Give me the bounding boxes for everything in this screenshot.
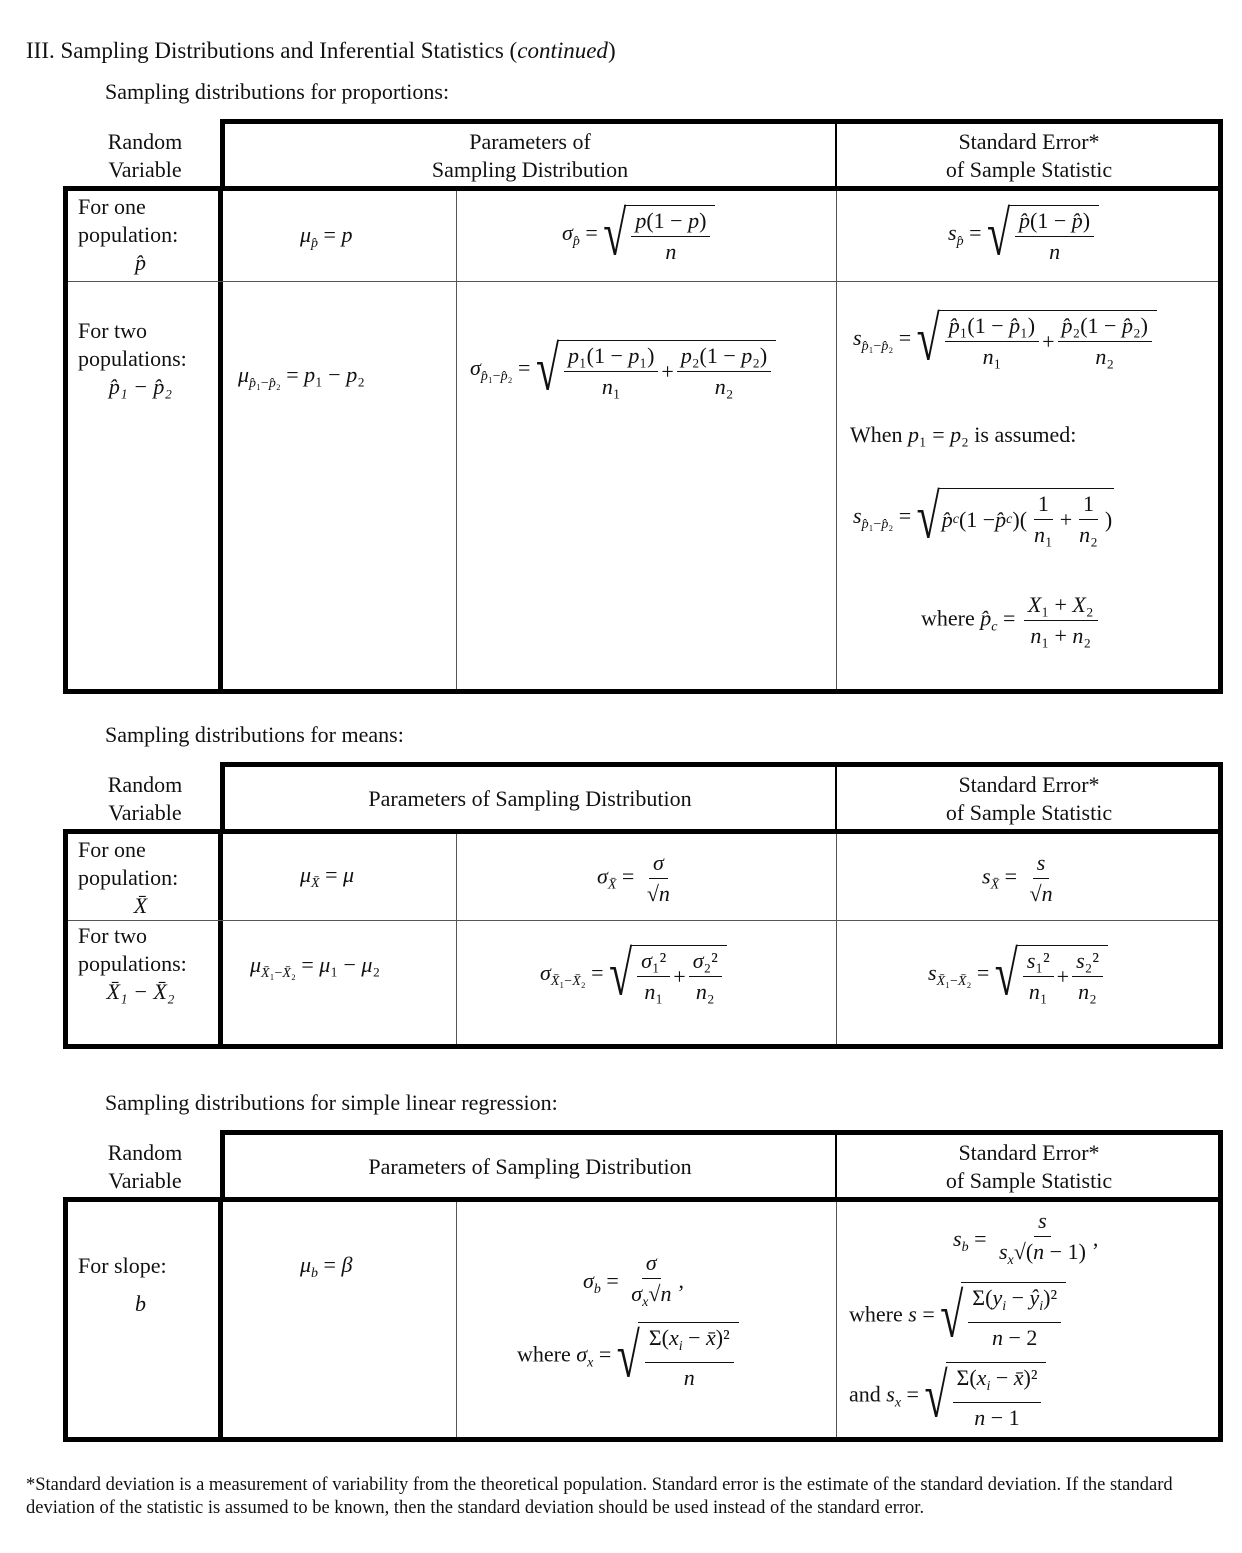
regression-row1-label <box>78 1252 213 1318</box>
col-se-line1: Standard Error* <box>958 1140 1100 1165</box>
row2-label-line1: For two <box>78 318 148 343</box>
regression-se-divider <box>836 1202 837 1437</box>
formula-s-b: $s_b$ = $\frac{s}{s_x√(n - 1)}$ , <box>953 1208 1099 1268</box>
means-col-standard-error <box>840 771 1218 827</box>
row1-label-line1: For one <box>78 837 146 862</box>
where-text-proportions: where <box>921 605 975 631</box>
formula-s-p1-p2: $s_{p̂_1-p̂_2}$ = √ $\frac{\text{p̂₁(1 − p̂₁)}}{\text{n₁}}$ + $\frac{\text{p̂₂(1 − p̂₂)}}{\text{n₂}}$ <box>853 310 1157 370</box>
col-se-line2: of Sample Statistic <box>945 157 1113 182</box>
section-title-means: Sampling distributions for means: <box>105 722 404 747</box>
proportions-row1-label <box>78 193 213 277</box>
proportions-col-standard-error <box>840 128 1218 184</box>
regression-col-standard-error <box>840 1139 1218 1195</box>
heading-italic: continued <box>517 38 608 63</box>
row1-symbol: b <box>135 1291 146 1316</box>
where-text-s: where <box>849 1301 903 1327</box>
row2-symbol: p̂₁ − p̂₂ <box>108 374 173 399</box>
proportions-row2-label <box>78 317 213 401</box>
row2-label-line1: For two <box>78 923 148 948</box>
when-text: When <box>850 422 903 447</box>
means-col-parameters: Parameters of Sampling Distribution <box>368 786 692 811</box>
row2-label-line2: populations: <box>78 346 187 371</box>
formula-mu-phat: $\mu_{p̂} = p$ <box>300 222 353 251</box>
formula-sigma-xbar: $\sigma_{X̄}$ = $\frac{\sigma}{√n}$ <box>597 850 670 906</box>
formula-s-x: and $s_x$ = √ $\frac{\Sigma(x_i - x̄)^2}{n - 1}$ <box>849 1362 1046 1431</box>
col-rv-line2: Variable <box>108 157 182 182</box>
col-rv-line1: Random <box>107 772 183 797</box>
heading-main: III. Sampling Distributions and Inferential Statistics ( <box>26 38 518 63</box>
row2-symbol: X̄₁ − X̄₂ <box>106 979 175 1004</box>
col-rv-line2: Variable <box>108 800 182 825</box>
row1-label-line2: population: <box>78 222 179 247</box>
formula-sigma-x1-x2: $\sigma_{X̄_1-X̄_2}$ = √ $\frac{\text{σ₁²}}{\text{n₁}}$ + $\frac{\text{σ₂²}}{\text{n₂}}$ <box>540 945 727 1005</box>
regression-header-divider <box>835 1130 837 1202</box>
proportions-header-divider <box>835 119 837 191</box>
col-rv-line1: Random <box>107 129 183 154</box>
row1-label-line1: For one <box>78 194 146 219</box>
proportions-se-divider <box>836 191 837 689</box>
formula-p-pooled: where $p̂_c$ = $\frac{\text{X₁ + X₂}}{\text{n₁ + n₂}}$ <box>921 592 1101 649</box>
col-se-line2: of Sample Statistic <box>945 1168 1113 1193</box>
section-title-proportions: Sampling distributions for proportions: <box>105 79 450 104</box>
row2-label-line2: populations: <box>78 951 187 976</box>
proportions-col-parameters <box>225 128 835 184</box>
means-row1-label <box>78 836 213 920</box>
formula-sigma-p1-p2: $\sigma_{p̂_1-p̂_2}$ = √ $\frac{\text{p₁(1 − p₁)}}{\text{n₁}}$ + $\frac{\text{p₂(1 − p₂)}}{\text{n₂}}$ <box>470 340 776 400</box>
formula-mu-x1-x2: $\mu_{X̄_1-X̄_2} = \mu_1 - \mu_2$ <box>250 952 381 981</box>
col-params-line2: Sampling Distribution <box>431 157 629 182</box>
proportions-rv-divider <box>218 186 223 694</box>
formula-s-pooled: $s_{p̂_1-p̂_2}$ = √ p̂ c (1 − p̂ c )( $\frac{1}{\text{n₁}}$ + $\frac{1}{\text{n₂}}$ ) <box>853 483 1113 553</box>
formula-s-phat: $s_{p̂}$ = √ $\frac{p̂(1 - p̂)}{n}$ <box>948 205 1099 265</box>
formula-mu-p1-p2: $\mu_{p̂_1-p̂_2} = p_1 - p_2$ <box>238 362 365 391</box>
proportions-col-random-variable <box>70 128 220 184</box>
means-header-divider <box>835 762 837 834</box>
formula-s: where s = √ $\frac{\Sigma(y_i - ŷ_i)^2}{n - 2}$ <box>849 1282 1066 1351</box>
page-heading <box>26 38 616 64</box>
means-se-divider <box>836 834 837 1044</box>
row1-label-line2: population: <box>78 865 179 890</box>
section-title-regression: Sampling distributions for simple linear regression: <box>105 1090 558 1115</box>
means-mid-divider <box>456 834 457 1044</box>
col-params-line1: Parameters of <box>469 129 591 154</box>
row1-symbol: X̄ <box>133 893 148 918</box>
col-se-line1: Standard Error* <box>958 129 1100 154</box>
col-rv-line1: Random <box>107 1140 183 1165</box>
formula-sigma-x: where $\sigma_x$ = √ $\frac{\Sigma(x_i - x̄)^2}{n}$ <box>517 1322 739 1391</box>
regression-rv-divider <box>218 1197 223 1442</box>
and-text: and <box>849 1381 881 1407</box>
where-text-regression: where <box>517 1341 571 1367</box>
regression-col-parameters: Parameters of Sampling Distribution <box>368 1154 692 1179</box>
formula-sigma-b: $\sigma_b$ = $\frac{\sigma}{\sigma_x√n}$ , <box>583 1250 684 1310</box>
heading-close: ) <box>607 38 616 63</box>
formula-mu-xbar: $\mu_{X̄} = \mu$ <box>300 862 355 891</box>
formula-sigma-phat: $\sigma_{p̂}$ = √ $\frac{p(1 - p)}{n}$ <box>562 205 715 265</box>
formula-mu-b: $\mu_b = \beta$ <box>300 1252 353 1281</box>
formula-s-x1-x2: $s_{X̄_1-X̄_2}$ = √ $\frac{\text{s₁²}}{\text{n₁}}$ + $\frac{\text{s₂²}}{\text{n₂}}$ <box>928 945 1108 1005</box>
assumed-text: is assumed: <box>974 422 1077 447</box>
proportions-mid-divider <box>456 191 457 689</box>
row1-symbol: p̂ <box>135 250 146 275</box>
row1-label-line1: For slope: <box>78 1253 167 1278</box>
col-se-line1: Standard Error* <box>958 772 1100 797</box>
col-rv-line2: Variable <box>108 1168 182 1193</box>
proportions-row-divider <box>68 281 1218 282</box>
regression-col-random-variable <box>70 1139 220 1195</box>
regression-mid-divider <box>456 1202 457 1437</box>
col-se-line2: of Sample Statistic <box>945 800 1113 825</box>
footnote: *Standard deviation is a measurement of variability from the theoretical population. Standard error is the estimate of the standard deviation. If the standard deviation of the statistic is assumed to be known, then the standard deviation should be used instead of the standard error. <box>26 1475 1173 1518</box>
means-row-divider <box>68 920 1218 921</box>
formula-s-xbar: $s_{X̄}$ = $\frac{s}{√n}$ <box>982 850 1053 906</box>
means-col-random-variable <box>70 771 220 827</box>
when-assumed-line: When p₁ = p₂ is assumed: <box>850 422 1077 447</box>
means-row2-label <box>78 922 213 1006</box>
means-rv-divider <box>218 829 223 1049</box>
